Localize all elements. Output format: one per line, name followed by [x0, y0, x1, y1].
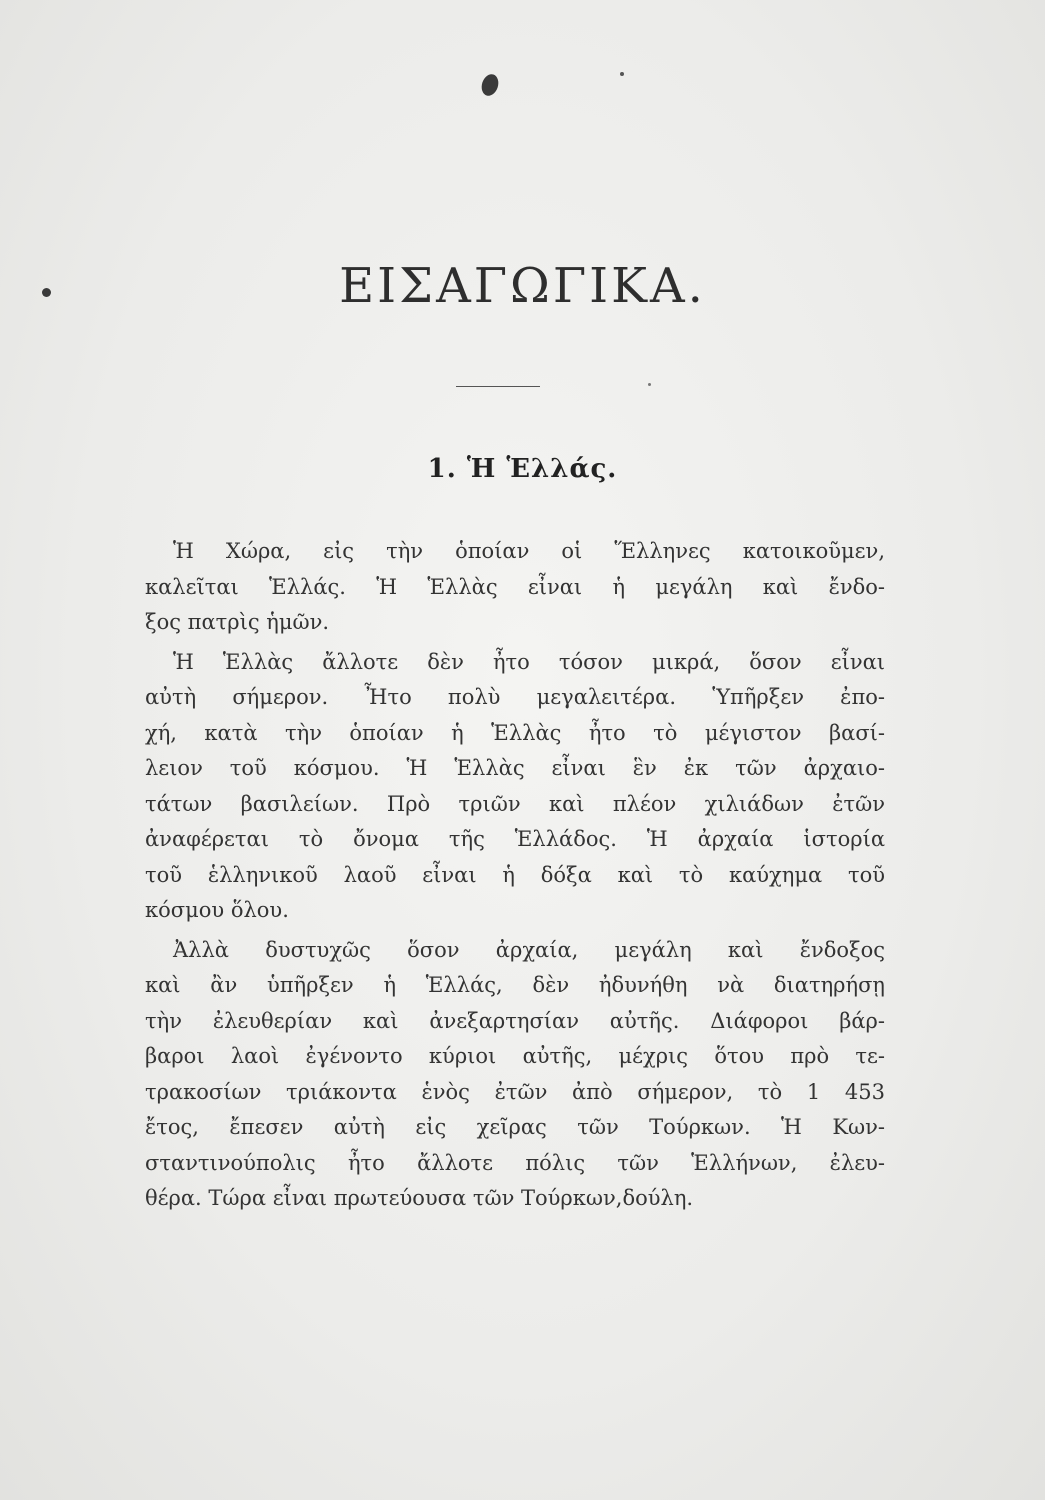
- text-line: Ἡ Ἑλλὰς ἄλλοτε δὲν ἦτο τόσον μικρά, ὅσον εἶναι: [173, 649, 885, 674]
- body-text: [145, 534, 885, 1217]
- text-line: καὶ ἂν ὑπῆρξεν ἡ Ἑλλάς, δὲν ἠδυνήθη νὰ διατηρήσῃ: [145, 973, 885, 997]
- text-line: λειον τοῦ κόσμου. Ἡ Ἑλλὰς εἶναι ἓν ἐκ τῶν ἀρχαιο-: [145, 756, 885, 780]
- text-line: τοῦ ἑλληνικοῦ λαοῦ εἶναι ἡ δόξα καὶ τὸ καύχημα τοῦ: [145, 862, 885, 887]
- text-line: θέρα. Τώρα εἶναι πρωτεύουσα τῶν Τούρκων,δούλη.: [145, 1186, 694, 1210]
- text-line: τὴν ἐλευθερίαν καὶ ἀνεξαρτησίαν αὐτῆς. Διάφοροι βάρ-: [145, 1008, 885, 1033]
- text-line: τρακοσίων τριάκοντα ἑνὸς ἐτῶν ἀπὸ σήμερον, τὸ 1 453: [145, 1079, 885, 1104]
- heading-divider: [456, 386, 540, 387]
- text-line: Ἡ Χώρα, εἰς τὴν ὁποίαν οἱ Ἕλληνες κατοικοῦμεν,: [173, 539, 885, 563]
- text-line: Ἀλλὰ δυστυχῶς ὅσον ἀρχαία, μεγάλη καὶ ἔνδοξος: [173, 937, 885, 962]
- text-line: ἔτος, ἔπεσεν αὐτὴ εἰς χεῖρας τῶν Τούρκων. Ἡ Κων-: [145, 1115, 885, 1139]
- section-title: 1. Ἡ Ἑλλάς.: [427, 454, 618, 484]
- text-line: κόσμου ὅλου.: [145, 898, 289, 922]
- text-line: σταντινούπολις ἦτο ἄλλοτε πόλις τῶν Ἑλλήνων, ἐλευ-: [145, 1150, 885, 1175]
- text-line: αὐτὴ σήμερον. Ἦτο πολὺ μεγαλειτέρα. Ὑπῆρξεν ἐπο-: [145, 685, 885, 709]
- ink-blot: [479, 72, 501, 98]
- ink-speck: [648, 383, 651, 386]
- text-line: καλεῖται Ἑλλάς. Ἡ Ἑλλὰς εἶναι ἡ μεγάλη καὶ ἔνδο-: [145, 574, 885, 599]
- text-line: βαροι λαοὶ ἐγένοντο κύριοι αὐτῆς, μέχρις ὅτου πρὸ τε-: [145, 1044, 885, 1068]
- text-line: ἀναφέρεται τὸ ὄνομα τῆς Ἑλλάδος. Ἡ ἀρχαία ἱστορία: [145, 827, 885, 851]
- page-heading: ΕΙΣΑΓΩΓΙΚΑ.: [339, 258, 706, 314]
- ink-speck: [620, 72, 624, 76]
- text-line: χή, κατὰ τὴν ὁποίαν ἡ Ἑλλὰς ἦτο τὸ μέγιστον βασί-: [145, 720, 885, 745]
- text-line: ξος πατρὶς ἡμῶν.: [145, 610, 330, 634]
- text-line: τάτων βασιλείων. Πρὸ τριῶν καὶ πλέον χιλιάδων ἐτῶν: [145, 791, 885, 816]
